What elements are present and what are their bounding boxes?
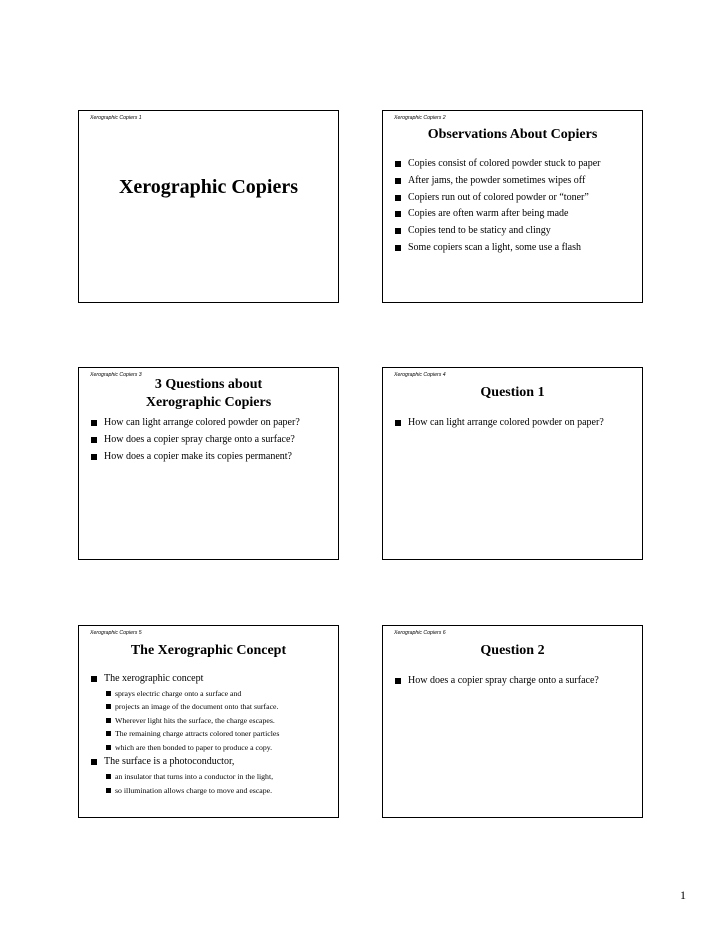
slide-title-line-1: 3 Questions about — [154, 377, 263, 392]
slide-header: Xerographic Copiers 4 — [394, 372, 446, 378]
sub-bullet-item: sprays electric charge onto a surface and — [89, 687, 334, 701]
bullet-list — [89, 671, 334, 797]
sub-bullet-item: Wherever light hits the surface, the charge escapes. — [89, 714, 334, 728]
bullet-item: The xerographic concept — [89, 671, 334, 687]
slide-2 — [382, 110, 643, 303]
slide-1 — [78, 110, 339, 303]
slide-5 — [78, 625, 339, 818]
slide-title: Question 1 — [480, 385, 545, 400]
bullet-list — [393, 673, 638, 690]
bullet-square-icon — [106, 774, 111, 779]
slide-title-line-2: Xerographic Copiers — [145, 395, 272, 410]
bullet-square-icon — [395, 211, 401, 217]
slide-header: Xerographic Copiers 6 — [394, 630, 446, 636]
bullet-square-icon — [395, 228, 401, 234]
slide-header: Xerographic Copiers 3 — [90, 372, 142, 378]
bullet-square-icon — [395, 245, 401, 251]
slide-4 — [382, 367, 643, 560]
sub-bullet-item: projects an image of the document onto that surface. — [89, 700, 334, 714]
bullet-square-icon — [91, 420, 97, 426]
bullet-item: How does a copier spray charge onto a surface? — [393, 673, 638, 690]
bullet-list — [393, 156, 638, 257]
slide-header: Xerographic Copiers 5 — [90, 630, 142, 636]
bullet-item: How does a copier spray charge onto a surface? — [89, 432, 334, 449]
bullet-square-icon — [91, 676, 97, 682]
bullet-item: Copies consist of colored powder stuck to paper — [393, 156, 638, 173]
bullet-item: How can light arrange colored powder on paper? — [393, 415, 638, 432]
sub-bullet-item: so illumination allows charge to move and escape. — [89, 784, 334, 798]
bullet-item: Some copiers scan a light, some use a flash — [393, 240, 638, 257]
slide-title: Question 2 — [480, 643, 545, 658]
bullet-square-icon — [106, 731, 111, 736]
sub-bullet-item: which are then bonded to paper to produce a copy. — [89, 741, 334, 755]
bullet-square-icon — [395, 420, 401, 426]
slide-header: Xerographic Copiers 2 — [394, 115, 446, 121]
bullet-item: After jams, the powder sometimes wipes off — [393, 173, 638, 190]
bullet-item: Copies are often warm after being made — [393, 206, 638, 223]
sub-bullet-item: an insulator that turns into a conductor in the light, — [89, 770, 334, 784]
bullet-item: How can light arrange colored powder on paper? — [89, 415, 334, 432]
bullet-square-icon — [395, 678, 401, 684]
bullet-square-icon — [106, 788, 111, 793]
bullet-square-icon — [395, 178, 401, 184]
bullet-square-icon — [106, 704, 111, 709]
page-number: 1 — [680, 888, 686, 902]
bullet-square-icon — [91, 454, 97, 460]
bullet-list — [393, 415, 638, 432]
sub-bullet-item: The remaining charge attracts colored toner particles — [89, 727, 334, 741]
slide-title: Observations About Copiers — [427, 127, 598, 142]
bullet-square-icon — [106, 691, 111, 696]
bullet-item: Copies tend to be staticy and clingy — [393, 223, 638, 240]
slide-6 — [382, 625, 643, 818]
bullet-square-icon — [395, 195, 401, 201]
slide-3 — [78, 367, 339, 560]
slide-header: Xerographic Copiers 1 — [90, 115, 142, 121]
bullet-item: Copiers run out of colored powder or “toner” — [393, 190, 638, 207]
bullet-square-icon — [395, 161, 401, 167]
bullet-square-icon — [106, 745, 111, 750]
bullet-square-icon — [106, 718, 111, 723]
bullet-item: The surface is a photoconductor, — [89, 754, 334, 770]
bullet-list — [89, 415, 334, 465]
bullet-square-icon — [91, 437, 97, 443]
slide-title: The Xerographic Concept — [130, 643, 287, 658]
slide-title: Xerographic Copiers — [118, 176, 299, 198]
bullet-square-icon — [91, 759, 97, 765]
bullet-item: How does a copier make its copies permanent? — [89, 449, 334, 466]
